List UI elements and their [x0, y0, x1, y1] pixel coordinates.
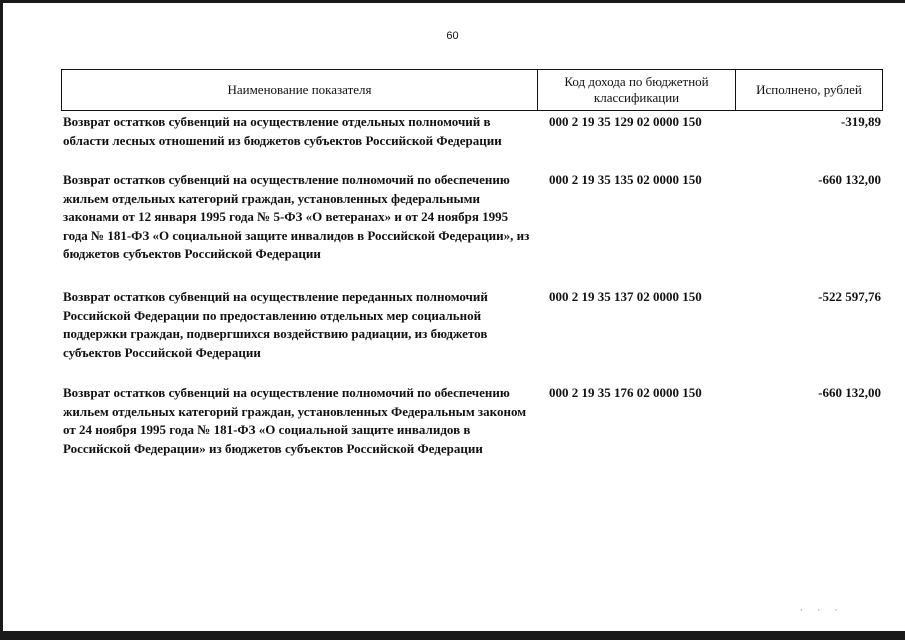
header-code: Код дохода по бюджетной классификации [538, 70, 736, 110]
scan-border-left [0, 0, 3, 640]
row-amount: -522 597,76 [818, 289, 881, 304]
row-name: Возврат остатков субвенций на осуществление отдельных полномочий в области лесных отношений из бюджетов субъектов Российской Федерации [63, 114, 502, 148]
row-code: 000 2 19 35 135 02 0000 150 [549, 172, 702, 187]
scan-noise: · · · [800, 605, 844, 615]
header-amount: Исполнено, рублей [756, 82, 862, 97]
row-amount: -319,89 [840, 114, 881, 129]
row-amount: -660 132,00 [818, 172, 881, 187]
page-number: 60 [446, 30, 459, 42]
row-code: 000 2 19 35 137 02 0000 150 [549, 289, 702, 304]
scan-border-top [0, 0, 905, 3]
table-header [61, 69, 883, 111]
row-name: Возврат остатков субвенций на осуществление полномочий по обеспечению жильем отдельных категорий граждан, установленных Федеральным законом от 24 ноября 1995 года № 181-ФЗ «О социальной защите инвалидов в Российской Федерации» из бюджетов субъектов Российской Федерации [63, 385, 527, 456]
scan-border-bottom [0, 631, 905, 640]
row-name: Возврат остатков субвенций на осуществление полномочий по обеспечению жильем отдельных категорий граждан, установленных федеральными законами от 12 января 1995 года № 5-ФЗ «О ветеранах» и от 24 ноября 1995 года № 181-ФЗ «О социальной защите инвалидов в Российской Федерации», из бюджетов субъектов Российской Федерации [63, 172, 530, 261]
row-code: 000 2 19 35 129 02 0000 150 [549, 114, 702, 129]
row-code: 000 2 19 35 176 02 0000 150 [549, 385, 702, 400]
header-name: Наименование показателя [62, 70, 538, 110]
row-name: Возврат остатков субвенций на осуществление переданных полномочий Российской Федерации по предоставлению отдельных мер социальной поддержки граждан, подвергшихся воздействию радиации, из бюджетов субъектов Российской Федерации [63, 289, 488, 360]
row-amount: -660 132,00 [818, 385, 881, 400]
